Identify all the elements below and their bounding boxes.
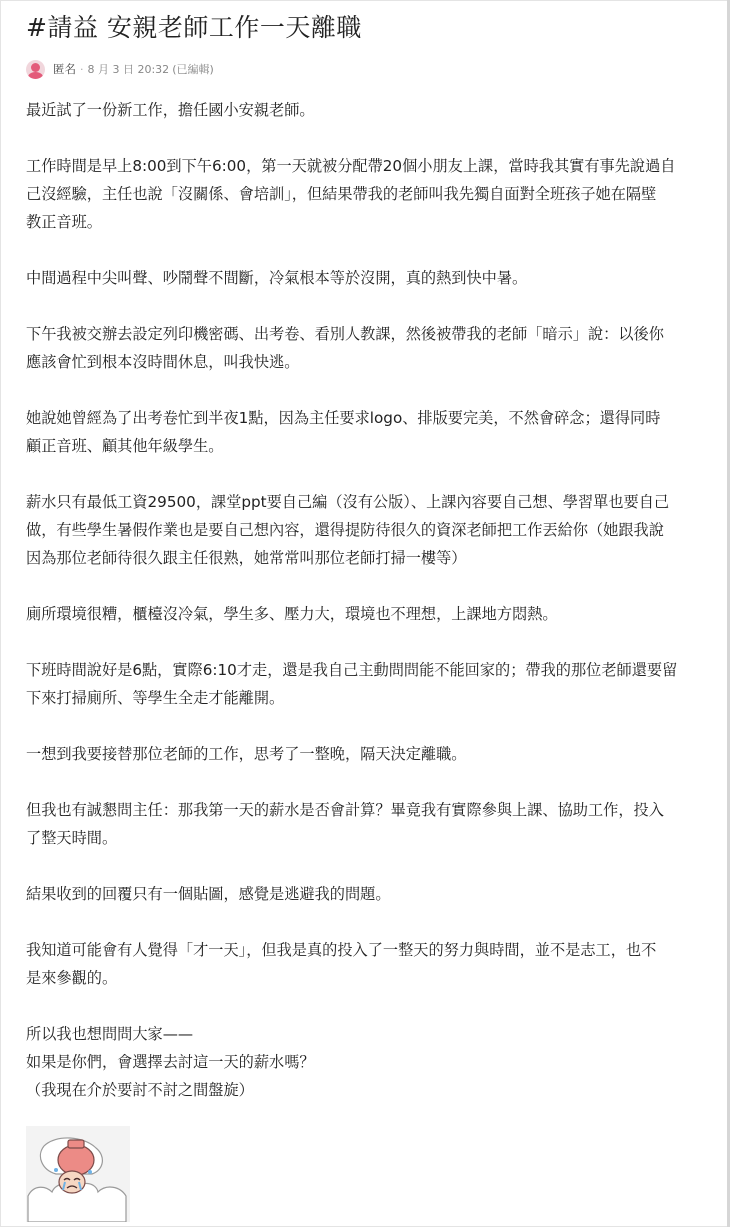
- paragraph-line: 應該會忙到根本沒時間休息，叫我快逃。: [26, 353, 300, 371]
- paragraph-line: 顧正音班、顧其他年級學生。: [26, 437, 224, 455]
- paragraph-line: 工作時間是早上8:00到下午6:00，第一天就被分配帶20個小朋友上課，當時我其實有事先說過自: [26, 157, 676, 175]
- edited-label: (已編輯): [172, 63, 214, 76]
- paragraph-line: 如果是你們，會選擇去討這一天的薪水嗎？: [26, 1053, 315, 1071]
- post-paragraph: [26, 404, 712, 460]
- paragraph-line: 是來參觀的。: [26, 969, 118, 987]
- paragraph-line: 因為那位老師待很久跟主任很熟，她常常叫那位老師打掃一樓等）: [26, 549, 467, 567]
- paragraph-line: 所以我也想問問大家——: [26, 1025, 194, 1043]
- paragraph-line: 薪水只有最低工資29500，課堂ppt要自己編（沒有公版）、上課內容要自己想、學習單也要自己: [26, 493, 670, 511]
- crying-cartoon-sticker-icon: [26, 1126, 130, 1222]
- paragraph-line: （我現在介於要討不討之間盤旋）: [26, 1081, 254, 1099]
- paragraph-line: 最近試了一份新工作，擔任國小安親老師。: [26, 101, 315, 119]
- author-name[interactable]: 匿名: [53, 62, 76, 76]
- post-paragraph: [26, 320, 712, 376]
- post-body: [26, 96, 712, 1104]
- paragraph-line: 我知道可能會有人覺得「才一天」，但我是真的投入了一整天的努力與時間，並不是志工，也不: [26, 941, 657, 959]
- post-paragraph: [26, 152, 712, 236]
- paragraph-line: 下來打掃廁所、等學生全走才能離開。: [26, 689, 285, 707]
- post-paragraph: [26, 880, 712, 908]
- paragraph-line: 教正音班。: [26, 213, 102, 231]
- paragraph-line: 己沒經驗，主任也說「沒關係、會培訓」，但結果帶我的老師叫我先獨自面對全班孩子她在隔壁: [26, 185, 657, 203]
- post-paragraph: [26, 264, 712, 292]
- paragraph-line: 做，有些學生暑假作業也是要自己想內容，還得提防待很久的資深老師把工作丟給你（她跟我說: [26, 521, 664, 539]
- post-title: #請益 安親老師工作一天離職: [26, 13, 362, 42]
- post-paragraph: [26, 600, 712, 628]
- paragraph-line: 她說她曾經為了出考卷忙到半夜1點，因為主任要求logo、排版要完美，不然會碎念；還得同時: [26, 409, 661, 427]
- post-paragraph: [26, 1020, 712, 1104]
- meta-separator: ·: [80, 62, 84, 76]
- paragraph-line: 下班時間說好是6點，實際6:10才走，還是我自己主動問問能不能回家的；帶我的那位老師還要留: [26, 661, 678, 679]
- paragraph-line: 一想到我要接替那位老師的工作，思考了一整晚，隔天決定離職。: [26, 745, 467, 763]
- post-paragraph: [26, 488, 712, 572]
- post-paragraph: [26, 936, 712, 992]
- post-meta: [26, 58, 214, 80]
- post-paragraph: [26, 656, 712, 712]
- paragraph-line: 中間過程中尖叫聲、吵鬧聲不間斷，冷氣根本等於沒開，真的熱到快中暑。: [26, 269, 528, 287]
- post-paragraph: [26, 740, 712, 768]
- paragraph-line: 結果收到的回覆只有一個貼圖，感覺是逃避我的問題。: [26, 885, 391, 903]
- paragraph-line: 了整天時間。: [26, 829, 118, 847]
- post-paragraph: [26, 96, 712, 124]
- paragraph-line: 但我也有誠懇問主任：那我第一天的薪水是否會計算？畢竟我有實際參與上課、協助工作，投入: [26, 801, 664, 819]
- avatar-icon[interactable]: [26, 60, 45, 79]
- post-paragraph: [26, 796, 712, 852]
- paragraph-line: 廁所環境很糟，櫃檯沒冷氣，學生多、壓力大，環境也不理想，上課地方悶熱。: [26, 605, 558, 623]
- post-timestamp: 8 月 3 日 20:32: [87, 63, 170, 76]
- paragraph-line: 下午我被交辦去設定列印機密碼、出考卷、看別人教課，然後被帶我的老師「暗示」說：以後你: [26, 325, 664, 343]
